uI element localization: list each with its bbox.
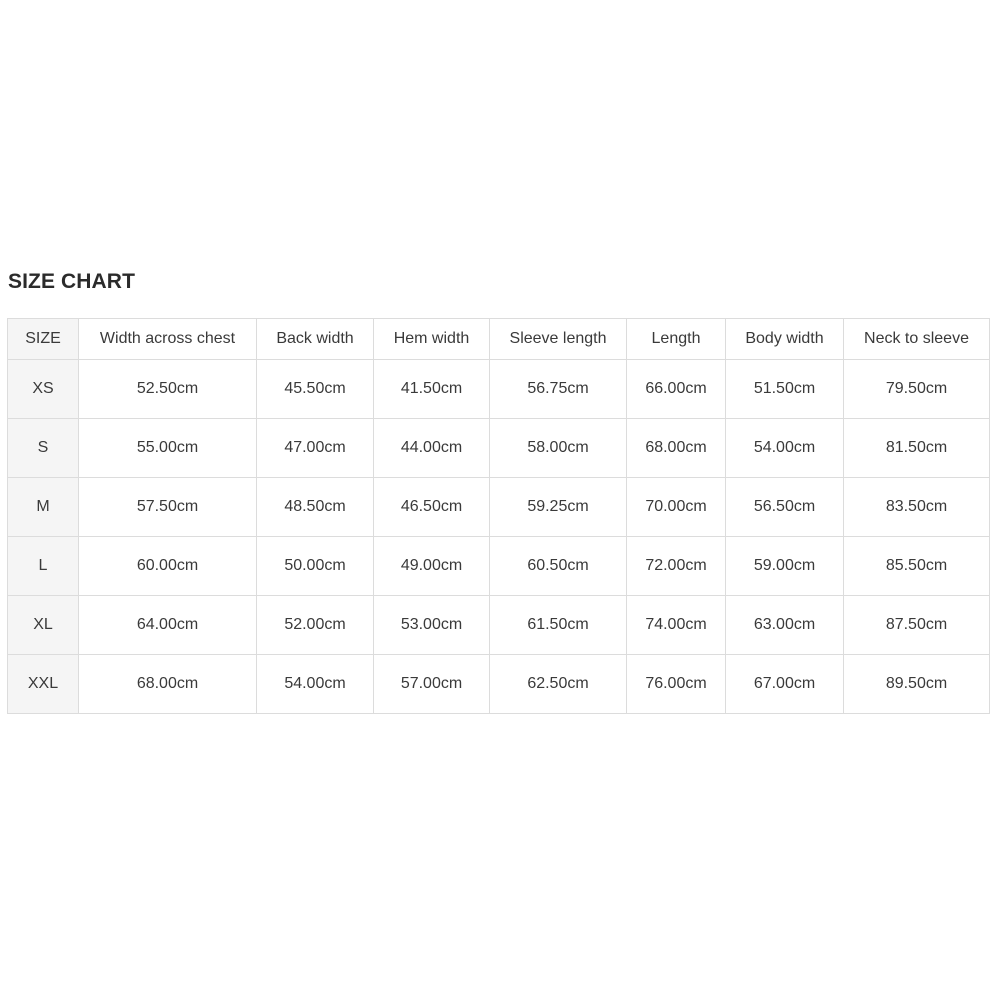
- table-cell: 63.00cm: [726, 596, 844, 655]
- table-cell: 52.50cm: [79, 360, 257, 419]
- header-sleeve-length: Sleeve length: [490, 319, 627, 360]
- table-cell: 48.50cm: [257, 478, 374, 537]
- table-cell: 58.00cm: [490, 419, 627, 478]
- table-cell: 56.75cm: [490, 360, 627, 419]
- table-cell: 56.50cm: [726, 478, 844, 537]
- table-cell: 64.00cm: [79, 596, 257, 655]
- table-cell: 83.50cm: [844, 478, 990, 537]
- header-body-width: Body width: [726, 319, 844, 360]
- table-cell: 55.00cm: [79, 419, 257, 478]
- table-cell: 50.00cm: [257, 537, 374, 596]
- table-cell: 44.00cm: [374, 419, 490, 478]
- table-cell: 49.00cm: [374, 537, 490, 596]
- table-cell: 68.00cm: [79, 655, 257, 714]
- table-row: [8, 596, 990, 655]
- table-header-row: [8, 319, 990, 360]
- table-cell: 74.00cm: [627, 596, 726, 655]
- header-length: Length: [627, 319, 726, 360]
- table-cell: 45.50cm: [257, 360, 374, 419]
- table-row: [8, 655, 990, 714]
- table-cell: 46.50cm: [374, 478, 490, 537]
- table-cell: 85.50cm: [844, 537, 990, 596]
- header-back-width: Back width: [257, 319, 374, 360]
- table-cell: 70.00cm: [627, 478, 726, 537]
- table-cell: 59.00cm: [726, 537, 844, 596]
- size-label: XL: [8, 596, 79, 655]
- size-label: L: [8, 537, 79, 596]
- table-row: [8, 478, 990, 537]
- table-cell: 66.00cm: [627, 360, 726, 419]
- table-row: [8, 360, 990, 419]
- table-row: [8, 419, 990, 478]
- page-title: SIZE CHART: [8, 270, 135, 293]
- header-width-across-chest: Width across chest: [79, 319, 257, 360]
- table-cell: 87.50cm: [844, 596, 990, 655]
- table-cell: 54.00cm: [257, 655, 374, 714]
- header-neck-to-sleeve: Neck to sleeve: [844, 319, 990, 360]
- size-label: XS: [8, 360, 79, 419]
- table-cell: 59.25cm: [490, 478, 627, 537]
- table-cell: 81.50cm: [844, 419, 990, 478]
- size-label: S: [8, 419, 79, 478]
- table-cell: 61.50cm: [490, 596, 627, 655]
- table-cell: 57.50cm: [79, 478, 257, 537]
- table-cell: 52.00cm: [257, 596, 374, 655]
- table-cell: 41.50cm: [374, 360, 490, 419]
- header-hem-width: Hem width: [374, 319, 490, 360]
- table-cell: 60.00cm: [79, 537, 257, 596]
- table-cell: 62.50cm: [490, 655, 627, 714]
- table-cell: 53.00cm: [374, 596, 490, 655]
- table-row: [8, 537, 990, 596]
- table-cell: 47.00cm: [257, 419, 374, 478]
- table-cell: 72.00cm: [627, 537, 726, 596]
- table-cell: 51.50cm: [726, 360, 844, 419]
- table-cell: 76.00cm: [627, 655, 726, 714]
- size-chart-table: [7, 318, 990, 714]
- table-cell: 89.50cm: [844, 655, 990, 714]
- table-cell: 68.00cm: [627, 419, 726, 478]
- size-label: M: [8, 478, 79, 537]
- table-cell: 67.00cm: [726, 655, 844, 714]
- table-cell: 60.50cm: [490, 537, 627, 596]
- table-cell: 54.00cm: [726, 419, 844, 478]
- size-label: XXL: [8, 655, 79, 714]
- table-cell: 57.00cm: [374, 655, 490, 714]
- header-size: SIZE: [8, 319, 79, 360]
- table-cell: 79.50cm: [844, 360, 990, 419]
